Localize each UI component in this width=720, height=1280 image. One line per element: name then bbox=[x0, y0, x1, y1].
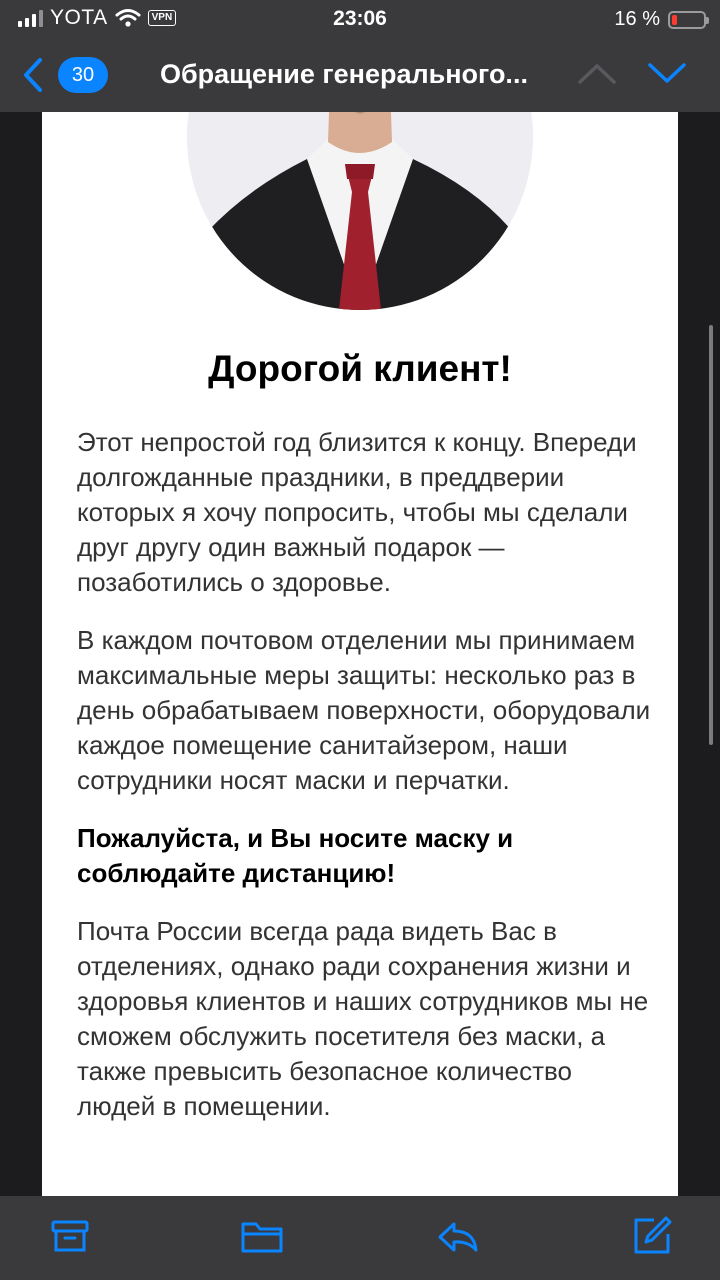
bottom-toolbar bbox=[0, 1196, 720, 1280]
status-right bbox=[614, 8, 706, 31]
battery-icon bbox=[668, 11, 706, 29]
email-text bbox=[77, 425, 652, 1147]
email-greeting: Дорогой клиент! bbox=[208, 348, 512, 389]
mail-nav-bar bbox=[0, 40, 720, 112]
reply-icon[interactable] bbox=[436, 1214, 480, 1258]
chevron-left-icon[interactable] bbox=[16, 56, 50, 94]
chevron-up-icon[interactable] bbox=[576, 58, 618, 88]
paragraph-service-policy: Почта России всегда рада видеть Вас в отделениях, однако ради сохранения жизни и здоровья клиентов и наших сотрудников мы не сможем обслужить посетителя без маски, а также превысить безопасное количество людей в помещении. bbox=[77, 916, 649, 1121]
email-body[interactable] bbox=[42, 112, 678, 1196]
email-subject-title: Обращение генерального... bbox=[160, 59, 528, 89]
scrollbar[interactable] bbox=[709, 325, 713, 745]
battery-percent: 16 % bbox=[614, 8, 660, 30]
sender-photo bbox=[187, 112, 533, 310]
archive-icon[interactable] bbox=[48, 1214, 92, 1258]
folder-icon[interactable] bbox=[240, 1214, 284, 1258]
battery-level bbox=[672, 15, 677, 25]
vpn-badge: VPN bbox=[148, 10, 177, 26]
paragraph-safety-measures: В каждом почтовом отделении мы принимаем максимальные меры защиты: несколько раз в день обрабатываем поверхности, оборудовали каждое помещение санитайзером, наши сотрудники носят маски и перчатки. bbox=[77, 625, 651, 795]
clock: 23:06 bbox=[333, 7, 387, 30]
paragraph-mask-request: Пожалуйста, и Вы носите маску и соблюдайте дистанцию! bbox=[77, 823, 514, 888]
paragraph-intro: Этот непростой год близится к концу. Впереди долгожданные праздники, в преддверии которых я хочу попросить, чтобы мы сделали друг другу один важный подарок — позаботились о здоровье. bbox=[77, 427, 637, 597]
status-bar bbox=[0, 0, 720, 40]
carrier-name: YOTA bbox=[50, 6, 108, 29]
compose-icon[interactable] bbox=[630, 1214, 674, 1258]
chevron-down-icon[interactable] bbox=[646, 58, 688, 88]
message-count-badge[interactable]: 30 bbox=[58, 57, 108, 93]
